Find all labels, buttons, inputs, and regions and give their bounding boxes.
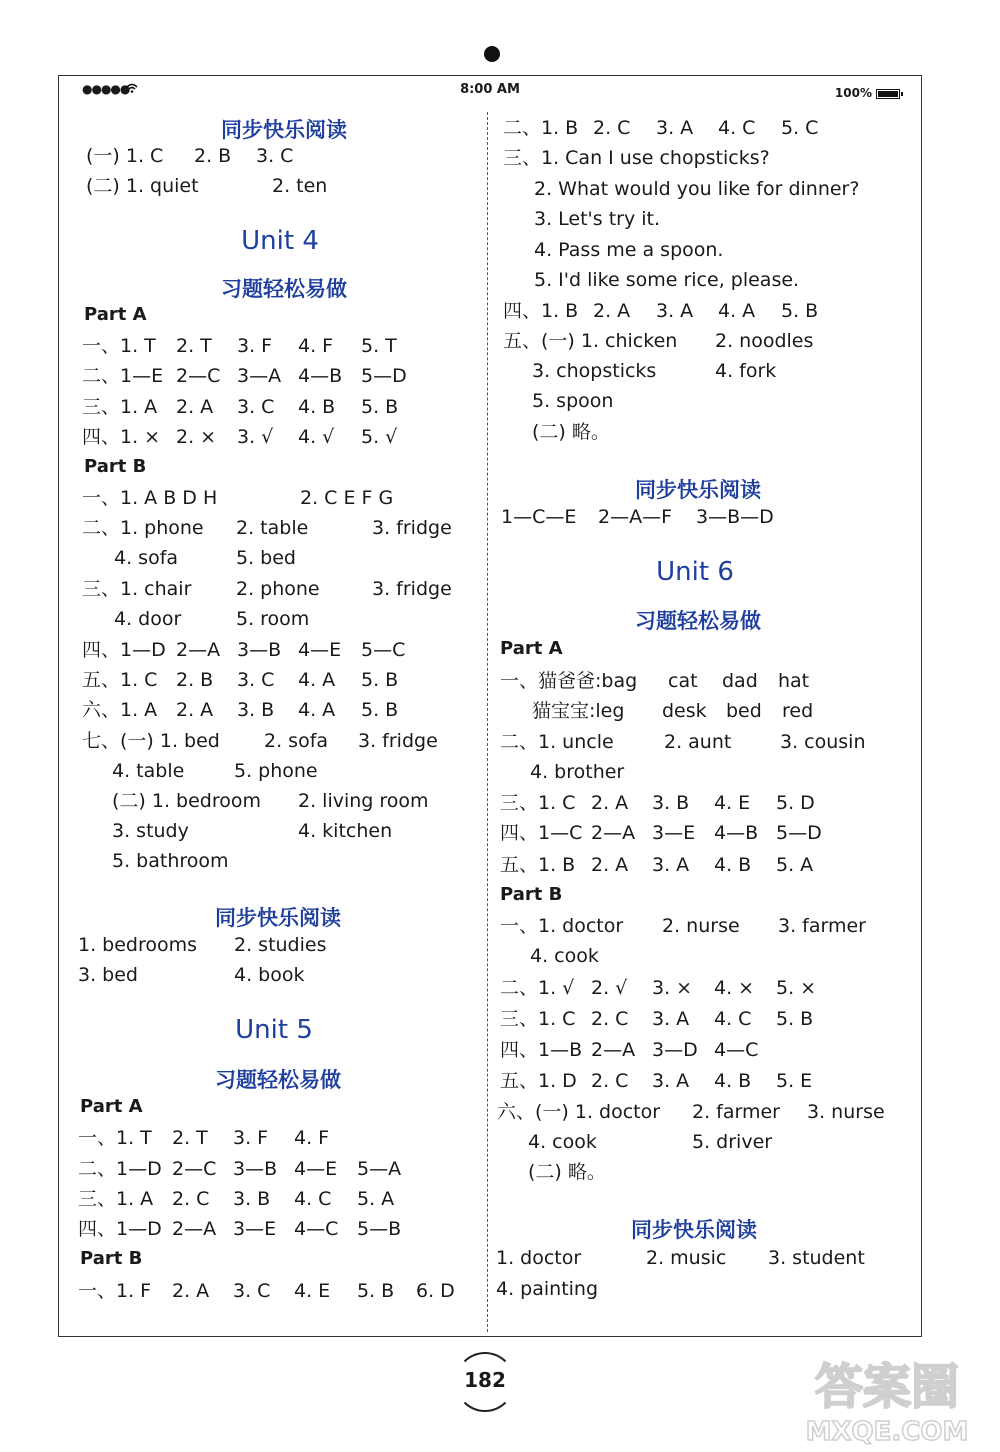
- battery-icon: [876, 89, 900, 99]
- answer-line: 4. cook: [530, 945, 599, 967]
- answer-line: 4. painting: [496, 1278, 599, 1300]
- status-time: 8:00 AM: [460, 82, 520, 97]
- section-heading: 同步快乐阅读: [631, 1218, 757, 1242]
- part-label: Part B: [84, 456, 147, 477]
- page-number: 182: [464, 1368, 506, 1392]
- answer-line: 5. spoon: [532, 390, 614, 412]
- part-label: Part A: [500, 638, 563, 659]
- part-label: Part B: [500, 884, 563, 905]
- signal-indicator: ●●●●●: [82, 82, 130, 96]
- unit-title: Unit 6: [656, 557, 734, 587]
- section-heading: 习题轻松易做: [635, 609, 761, 633]
- section-heading: 习题轻松易做: [221, 277, 347, 301]
- answer-line: (二) 略。: [528, 1161, 606, 1183]
- status-bar: [62, 82, 918, 104]
- unit-title: Unit 5: [235, 1015, 313, 1045]
- part-label: Part A: [84, 304, 147, 325]
- column-divider: [487, 112, 488, 1332]
- answer-line: 3. Let's try it.: [534, 208, 661, 230]
- answer-line: 5. I'd like some rice, please.: [534, 269, 800, 291]
- answer-line: 三、1. Can I use chopsticks?: [503, 147, 770, 169]
- answer-line: (二) 略。: [532, 421, 610, 443]
- answer-line: 4. brother: [530, 761, 625, 783]
- battery-percent: 100%: [834, 86, 872, 100]
- answer-line: 2. What would you like for dinner?: [534, 178, 860, 200]
- answer-line: 4. Pass me a spoon.: [534, 239, 724, 261]
- section-heading: 习题轻松易做: [215, 1068, 341, 1092]
- section-heading: 同步快乐阅读: [215, 906, 341, 930]
- watermark-text-cn: 答案圈: [814, 1359, 960, 1415]
- part-label: Part A: [80, 1096, 143, 1117]
- part-label: Part B: [80, 1248, 143, 1269]
- watermark-logo: [782, 1348, 992, 1448]
- unit-title: Unit 4: [241, 226, 319, 256]
- section-heading: 同步快乐阅读: [221, 118, 347, 142]
- watermark-text-en: MXQE.COM: [805, 1417, 969, 1447]
- camera-dot: [484, 46, 500, 62]
- section-heading: 同步快乐阅读: [635, 478, 761, 502]
